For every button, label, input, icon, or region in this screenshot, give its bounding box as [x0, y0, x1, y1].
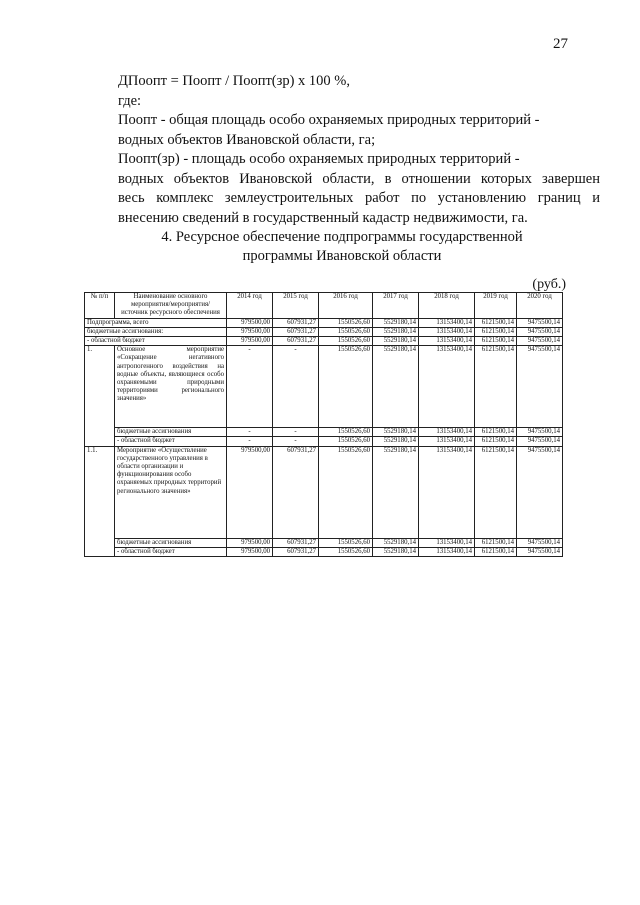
cell-2020: 9475500,14	[517, 538, 563, 547]
cell-2017: 5529180,14	[373, 547, 419, 556]
cell-2017: 5529180,14	[373, 327, 419, 336]
cell-2018: 13153400,14	[419, 327, 475, 336]
cell-2018: 13153400,14	[419, 318, 475, 327]
definition-registered-area-cont3: внесению сведений в государственный кадастр недвижимости, га.	[118, 209, 528, 226]
header-2016: 2016 год	[319, 293, 373, 319]
row-name: Подпрограмма, всего	[85, 318, 227, 327]
header-2018: 2018 год	[419, 293, 475, 319]
table-row	[85, 446, 563, 538]
table-header-row	[85, 293, 563, 319]
header-2017: 2017 год	[373, 293, 419, 319]
cell-2017: 5529180,14	[373, 538, 419, 547]
definition-registered-area-cont1: водных объектов Ивановской области, в отношении которых завершен	[118, 170, 600, 187]
header-2020: 2020 год	[517, 293, 563, 319]
formula-line: ДПоопт = Поопт / Поопт(зр) х 100 %,	[118, 73, 351, 89]
cell-2016: 1550526,60	[319, 337, 373, 346]
cell-2019: 6121500,14	[475, 337, 517, 346]
cell-2016: 1550526,60	[319, 538, 373, 547]
cell-2014: 979500,00	[227, 327, 273, 336]
cell-2018: 13153400,14	[419, 538, 475, 547]
definition-registered-area-cont2: весь комплекс землеустроительных работ по установлению границ и	[118, 190, 600, 206]
cell-2015: -	[273, 437, 319, 446]
resource-table	[84, 292, 563, 557]
cell-2020: 9475500,14	[517, 547, 563, 556]
cell-2015: 607931,27	[273, 327, 319, 336]
row-name: - областной бюджет	[115, 437, 227, 446]
table-row	[85, 346, 563, 428]
cell-2018: 13153400,14	[419, 437, 475, 446]
table-row	[85, 428, 563, 437]
cell-2019: 6121500,14	[475, 547, 517, 556]
page-number: 27	[553, 36, 568, 52]
table-row	[85, 318, 563, 327]
cell-2017: 5529180,14	[373, 437, 419, 446]
row-name: бюджетные ассигнования	[115, 538, 227, 547]
cell-2014: 979500,00	[227, 547, 273, 556]
header-2015: 2015 год	[273, 293, 319, 319]
header-num: № п/п	[85, 293, 115, 319]
header-2014: 2014 год	[227, 293, 273, 319]
formula-block	[118, 72, 600, 228]
cell-2015: 607931,27	[273, 446, 319, 538]
cell-2020: 9475500,14	[517, 318, 563, 327]
row-name: бюджетные ассигнования:	[85, 327, 227, 336]
definition-total-area: Поопт - общая площадь особо охраняемых природных территорий -	[118, 112, 540, 128]
header-2019: 2019 год	[475, 293, 517, 319]
row-name: Основное мероприятие «Сокращение негативного антропогенного воздействия на водные объекты, являющиеся особо охраняемыми природными территориями регионального значения»	[115, 346, 227, 428]
table-row	[85, 547, 563, 556]
cell-2017: 5529180,14	[373, 346, 419, 428]
cell-2019: 6121500,14	[475, 327, 517, 336]
cell-2020: 9475500,14	[517, 346, 563, 428]
cell-2015: 607931,27	[273, 337, 319, 346]
table-row	[85, 327, 563, 336]
cell-2015: -	[273, 346, 319, 428]
definition-total-area-cont: водных объектов Ивановской области, га;	[118, 131, 376, 148]
cell-2016: 1550526,60	[319, 428, 373, 437]
cell-2014: 979500,00	[227, 446, 273, 538]
cell-2014: -	[227, 437, 273, 446]
row-num: 1.	[85, 346, 115, 446]
section-title-line2: программы Ивановской области	[242, 248, 442, 264]
cell-2018: 13153400,14	[419, 428, 475, 437]
section-title	[118, 228, 566, 266]
row-name: бюджетные ассигнования	[115, 428, 227, 437]
cell-2019: 6121500,14	[475, 446, 517, 538]
cell-2014: 979500,00	[227, 318, 273, 327]
cell-2014: -	[227, 346, 273, 428]
cell-2014: 979500,00	[227, 538, 273, 547]
table-row	[85, 538, 563, 547]
cell-2020: 9475500,14	[517, 327, 563, 336]
table-row	[85, 337, 563, 346]
cell-2014: 979500,00	[227, 337, 273, 346]
cell-2016: 1550526,60	[319, 318, 373, 327]
cell-2014: -	[227, 428, 273, 437]
cell-2020: 9475500,14	[517, 428, 563, 437]
cell-2019: 6121500,14	[475, 437, 517, 446]
cell-2015: 607931,27	[273, 318, 319, 327]
cell-2016: 1550526,60	[319, 437, 373, 446]
header-name: Наименование основного мероприятия/мероприятия/ источник ресурсного обеспечения	[115, 293, 227, 319]
cell-2017: 5529180,14	[373, 428, 419, 437]
cell-2020: 9475500,14	[517, 446, 563, 538]
cell-2015: -	[273, 428, 319, 437]
row-name: Мероприятие «Осуществление государственного управления в области организации и функционирования особо охраняемых природных территорий регионального значения»	[115, 446, 227, 538]
cell-2019: 6121500,14	[475, 428, 517, 437]
currency-unit: (руб.)	[532, 277, 566, 292]
cell-2018: 13153400,14	[419, 446, 475, 538]
definition-registered-area: Поопт(зр) - площадь особо охраняемых природных территорий -	[118, 151, 520, 167]
cell-2015: 607931,27	[273, 547, 319, 556]
cell-2016: 1550526,60	[319, 547, 373, 556]
cell-2015: 607931,27	[273, 538, 319, 547]
cell-2019: 6121500,14	[475, 346, 517, 428]
table-row	[85, 437, 563, 446]
cell-2018: 13153400,14	[419, 337, 475, 346]
cell-2016: 1550526,60	[319, 346, 373, 428]
row-name: - областной бюджет	[115, 547, 227, 556]
cell-2017: 5529180,14	[373, 318, 419, 327]
cell-2017: 5529180,14	[373, 446, 419, 538]
cell-2018: 13153400,14	[419, 346, 475, 428]
row-num: 1.1.	[85, 446, 115, 556]
cell-2016: 1550526,60	[319, 446, 373, 538]
cell-2019: 6121500,14	[475, 538, 517, 547]
cell-2020: 9475500,14	[517, 437, 563, 446]
cell-2017: 5529180,14	[373, 337, 419, 346]
row-name: - областной бюджет	[85, 337, 227, 346]
cell-2018: 13153400,14	[419, 547, 475, 556]
where-label: где:	[118, 92, 142, 109]
cell-2020: 9475500,14	[517, 337, 563, 346]
cell-2016: 1550526,60	[319, 327, 373, 336]
section-title-line1: 4. Ресурсное обеспечение подпрограммы государственной	[161, 229, 523, 245]
cell-2019: 6121500,14	[475, 318, 517, 327]
